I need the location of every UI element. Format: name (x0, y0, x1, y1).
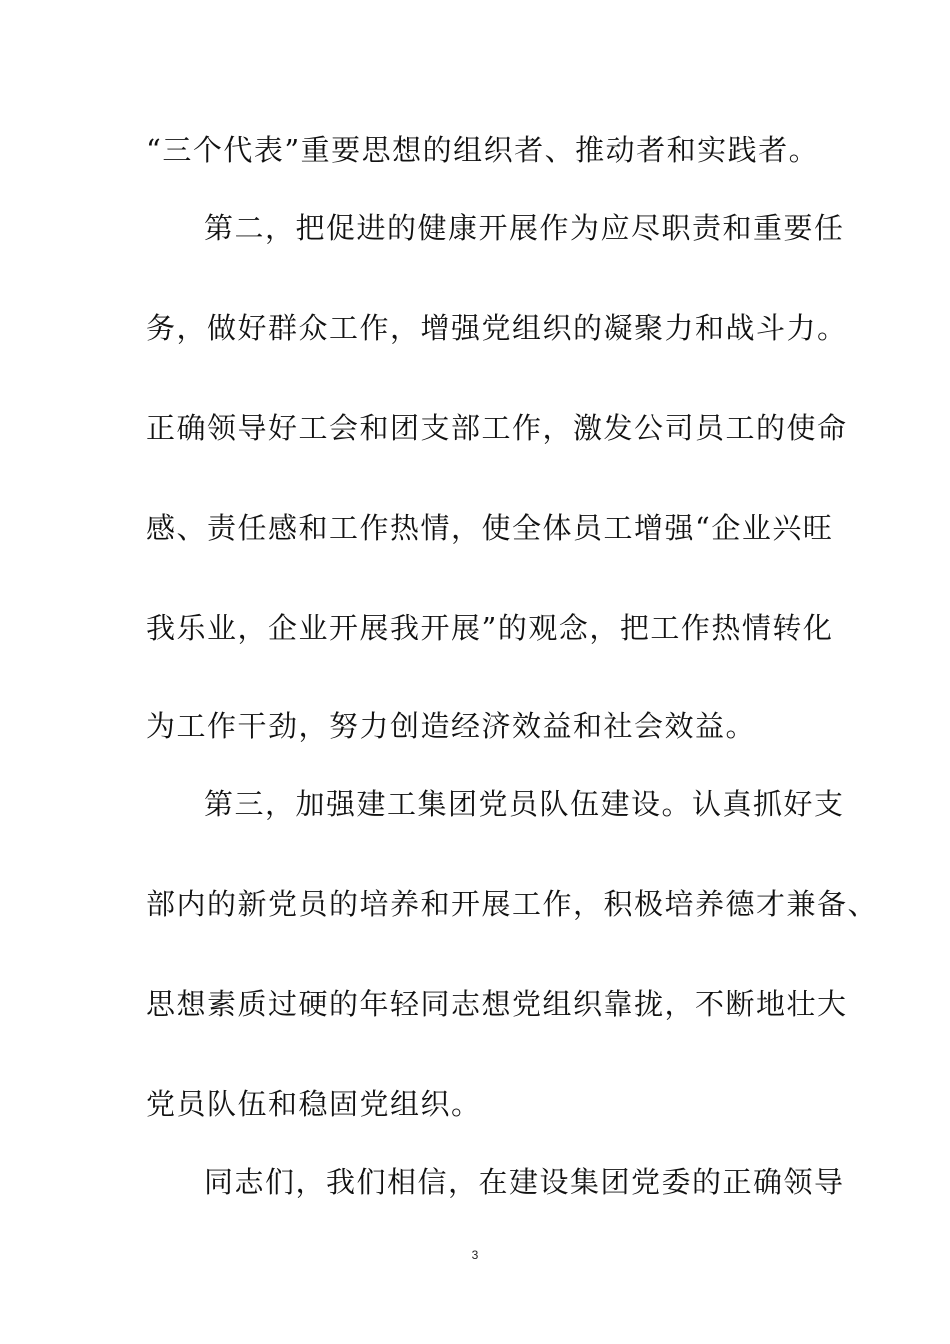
text-line-6: 我乐业，企业开展我开展”的观念，把工作热情转化 (146, 611, 834, 645)
text-line-5: 感、责任感和工作热情，使全体员工增强“企业兴旺 (146, 511, 834, 545)
text-line-7: 为工作干劲，努力创造经济效益和社会效益。 (146, 709, 757, 743)
text-line-11: 党员队伍和稳固党组织。 (146, 1087, 482, 1121)
text-line-9: 部内的新党员的培养和开展工作，积极培养德才兼备、 (146, 887, 879, 921)
text-line-8: 第三，加强建工集团党员队伍建设。认真抓好支 (204, 787, 845, 821)
text-line-3: 务，做好群众工作，增强党组织的凝聚力和战斗力。 (146, 311, 848, 345)
page-number: 3 (471, 1248, 479, 1262)
text-line-4: 正确领导好工会和团支部工作，激发公司员工的使命 (146, 411, 848, 445)
text-line-1: “三个代表”重要思想的组织者、推动者和实践者。 (146, 133, 820, 167)
text-line-12: 同志们，我们相信，在建设集团党委的正确领导 (204, 1165, 845, 1199)
text-line-2: 第二，把促进的健康开展作为应尽职责和重要任 (204, 211, 845, 245)
text-line-10: 思想素质过硬的年轻同志想党组织靠拢，不断地壮大 (146, 987, 848, 1021)
